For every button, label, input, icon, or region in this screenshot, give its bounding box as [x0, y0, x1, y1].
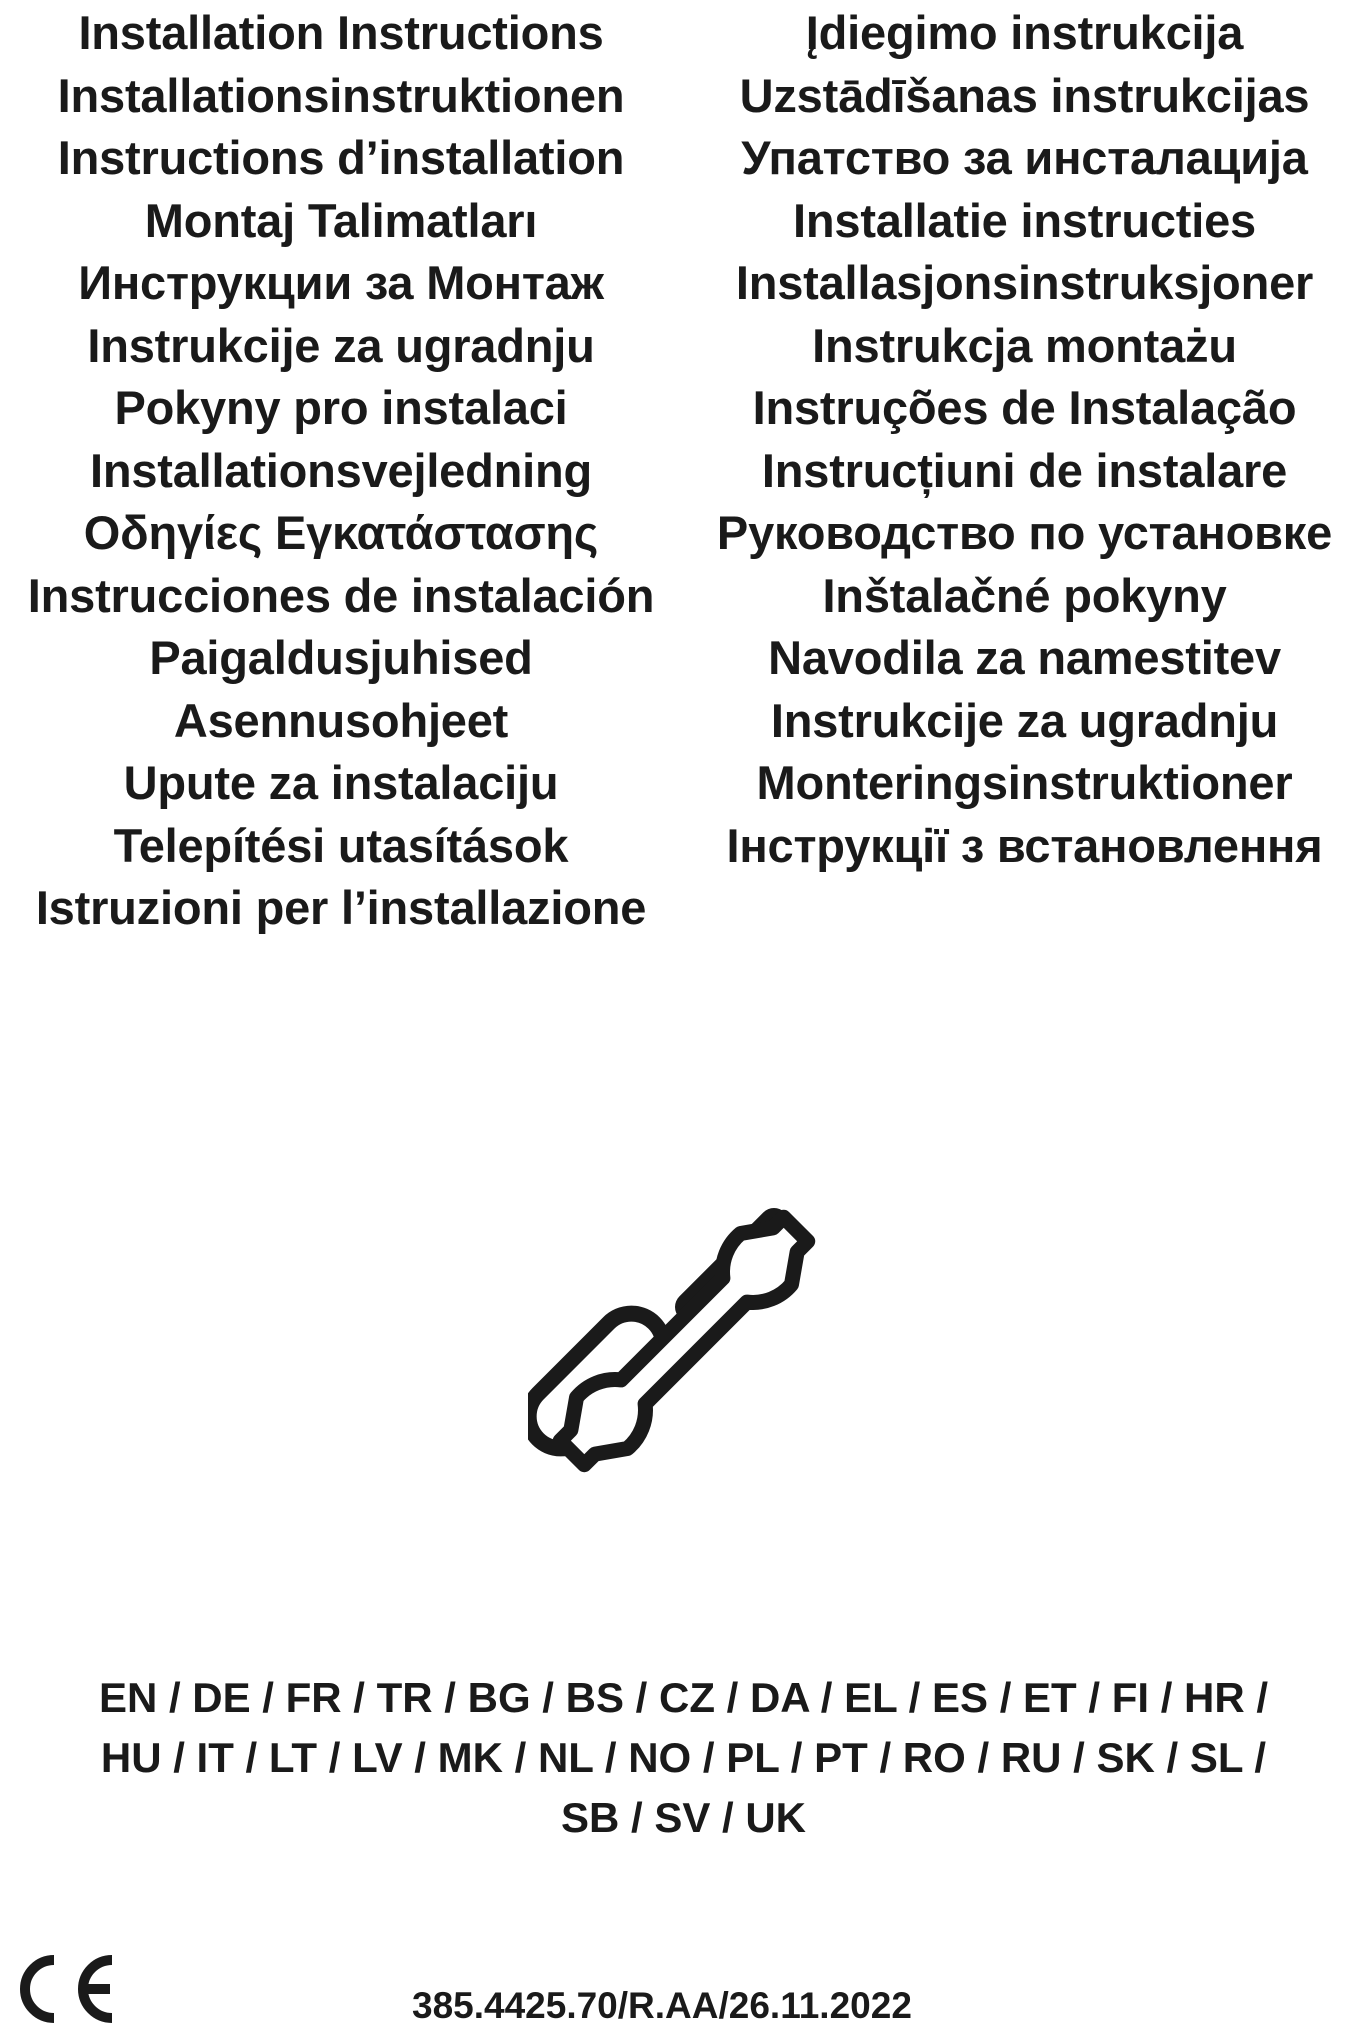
wrench-and-screwdriver-icon — [528, 1185, 840, 1497]
title-ru: Руководство по установке — [716, 506, 1333, 559]
title-pl: Instrukcja montażu — [812, 318, 1237, 372]
title-sk: Inštalačné pokyny — [822, 568, 1227, 622]
title-sb: Instrukcije za ugradnju — [770, 693, 1279, 747]
title-mk: Упатство за инсталација — [741, 131, 1308, 184]
title-lt: Įdiegimo instrukcija — [805, 6, 1244, 59]
title-lv: Uzstādīšanas instrukcijas — [739, 68, 1310, 122]
title-de: Installationsinstruktionen — [57, 68, 625, 122]
ce-mark-icon — [10, 1950, 118, 2028]
title-el: Οδηγίες Εγκατάστασης — [83, 506, 599, 559]
title-it: Istruzioni per l’installazione — [35, 881, 647, 934]
title-da: Installationsvejledning — [89, 443, 593, 497]
title-et: Paigaldusjuhised — [149, 631, 533, 684]
titles-right-column — [682, 2, 1367, 877]
language-codes-line-3: SB / SV / UK — [560, 1794, 807, 1841]
language-codes — [0, 1668, 1367, 1848]
document-code: 385.4425.70/R.AA/26.11.2022 — [412, 1985, 912, 2026]
title-ro: Instrucțiuni de instalare — [761, 443, 1288, 497]
title-sl: Navodila za namestitev — [768, 631, 1281, 684]
title-fi: Asennusohjeet — [173, 693, 509, 747]
title-hr: Upute za instalaciju — [123, 756, 559, 809]
title-hu: Telepítési utasítások — [113, 818, 569, 872]
titles-left-column — [0, 2, 682, 940]
title-cz: Pokyny pro instalaci — [114, 381, 568, 434]
title-bg: Инструкции за Монтаж — [78, 256, 604, 309]
title-tr: Montaj Talimatları — [144, 193, 538, 247]
language-codes-line-1: EN / DE / FR / TR / BG / BS / CZ / DA / EL / ES / ET / FI / HR / — [98, 1674, 1269, 1721]
title-fr: Instructions d’installation — [57, 131, 625, 184]
title-uk: Інструкції з встановлення — [726, 818, 1323, 872]
title-en: Installation Instructions — [78, 6, 604, 59]
title-no: Installasjonsinstruksjoner — [735, 256, 1314, 309]
language-codes-line-2: HU / IT / LT / LV / MK / NL / NO / PL / PT / RO / RU / SK / SL / — [100, 1734, 1267, 1781]
title-pt: Instruções de Instalação — [752, 381, 1297, 434]
title-nl: Installatie instructies — [793, 193, 1256, 247]
title-bs: Instrukcije za ugradnju — [87, 318, 595, 372]
title-block — [0, 0, 1367, 940]
title-sv: Monteringsinstruktioner — [756, 756, 1293, 809]
title-es: Instrucciones de instalación — [27, 568, 655, 622]
